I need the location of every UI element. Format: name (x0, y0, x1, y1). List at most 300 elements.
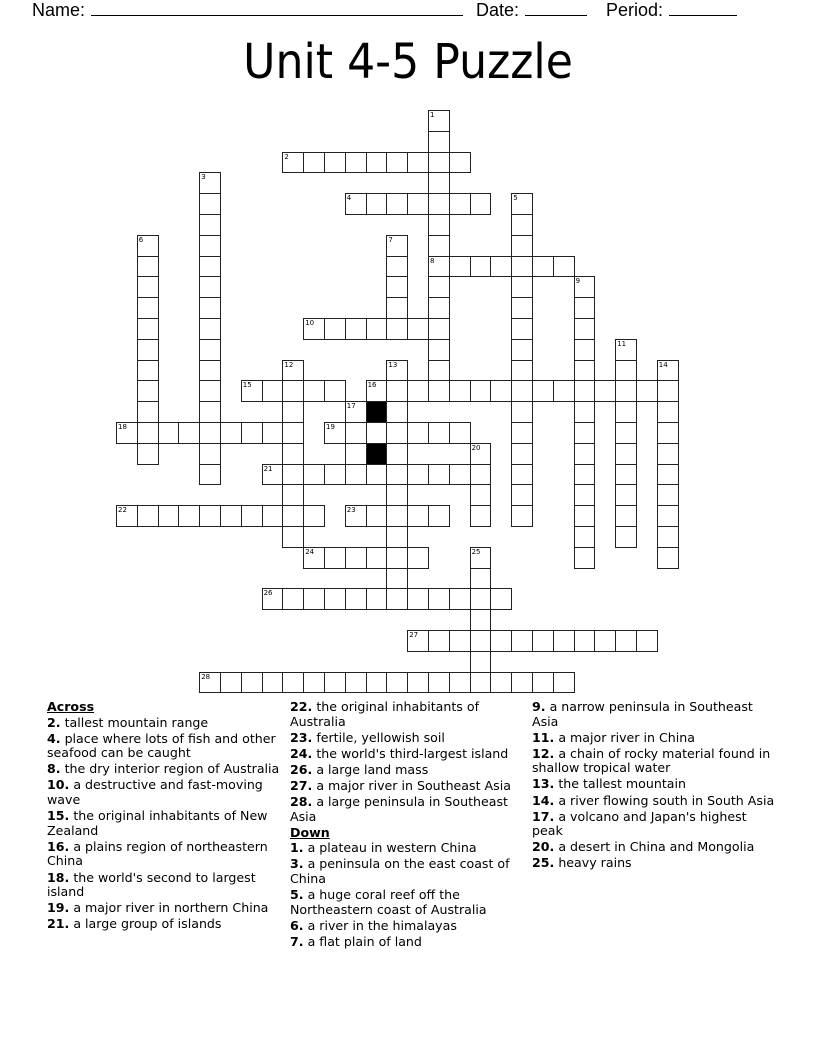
grid-cell[interactable] (428, 380, 450, 402)
grid-cell[interactable] (470, 609, 492, 631)
grid-cell[interactable] (511, 401, 533, 423)
cell-number: 19 (326, 423, 335, 431)
grid-cell[interactable] (366, 464, 388, 486)
grid-cell[interactable] (386, 588, 408, 610)
grid-cell[interactable] (615, 484, 637, 506)
across-clue-28 (290, 795, 535, 824)
clue-text: a major river in China (554, 729, 695, 745)
grid-cell[interactable] (282, 672, 304, 694)
grid-cell[interactable] (428, 297, 450, 319)
grid-cell[interactable] (553, 672, 575, 694)
clue-text: the original inhabitants of Australia (290, 699, 480, 729)
grid-cell[interactable] (636, 380, 658, 402)
clue-number: 12. (532, 745, 555, 761)
grid-cell[interactable] (199, 276, 221, 298)
clue-number: 6. (290, 917, 304, 933)
grid-cell[interactable] (386, 672, 408, 694)
grid-cell[interactable] (428, 172, 450, 194)
clue-number: 2. (47, 714, 61, 730)
grid-cell[interactable] (324, 547, 346, 569)
grid-cell[interactable] (615, 360, 637, 382)
grid-cell[interactable] (262, 672, 284, 694)
period-label: Period: (606, 0, 664, 20)
grid-cell[interactable] (574, 526, 596, 548)
cell-number: 26 (263, 589, 273, 598)
grid-cell[interactable] (615, 630, 637, 652)
grid-cell[interactable] (324, 380, 346, 402)
grid-cell[interactable] (137, 297, 159, 319)
grid-cell[interactable] (532, 256, 554, 278)
grid-cell[interactable] (511, 443, 533, 465)
across-clue-27 (290, 779, 535, 794)
grid-cell[interactable] (574, 443, 596, 465)
grid-cell[interactable] (241, 505, 263, 527)
grid-cell[interactable] (553, 630, 575, 652)
cell-number: 5 (513, 194, 518, 203)
grid-cell[interactable] (511, 380, 533, 402)
grid-cell[interactable] (511, 630, 533, 652)
grid-cell[interactable] (449, 464, 471, 486)
down-clue-14 (532, 794, 777, 809)
clue-number: 15. (47, 808, 70, 824)
grid-cell[interactable] (282, 380, 304, 402)
down-clue-9 (532, 700, 777, 729)
grid-cell[interactable] (366, 422, 388, 444)
grid-cell[interactable] (303, 588, 325, 610)
across-clue-19 (47, 901, 292, 916)
clue-number: 20. (532, 839, 555, 855)
across-clue-10 (47, 778, 292, 807)
grid-cell[interactable] (345, 318, 367, 340)
grid-cell[interactable] (220, 672, 242, 694)
grid-cell[interactable] (615, 505, 637, 527)
grid-cell[interactable] (282, 484, 304, 506)
grid-cell[interactable] (428, 422, 450, 444)
clue-number: 14. (532, 792, 555, 808)
grid-cell[interactable] (366, 547, 388, 569)
grid-cell[interactable] (511, 276, 533, 298)
grid-cell[interactable] (386, 464, 408, 486)
grid-cell[interactable] (470, 505, 492, 527)
grid-cell[interactable] (324, 464, 346, 486)
grid-cell[interactable] (449, 422, 471, 444)
grid-cell[interactable] (574, 297, 596, 319)
grid-cell[interactable] (386, 484, 408, 506)
grid-cell[interactable] (199, 318, 221, 340)
clue-number: 11. (532, 729, 555, 745)
grid-cell[interactable] (449, 380, 471, 402)
grid-cell[interactable] (178, 422, 200, 444)
clue-number: 22. (290, 699, 313, 714)
grid-cell[interactable] (428, 214, 450, 236)
grid-cell[interactable] (199, 256, 221, 278)
grid-cell[interactable] (511, 505, 533, 527)
grid-cell[interactable] (470, 464, 492, 486)
grid-cell[interactable] (199, 380, 221, 402)
grid-cell[interactable] (137, 380, 159, 402)
grid-cell[interactable] (449, 193, 471, 215)
grid-cell[interactable] (511, 214, 533, 236)
grid-cell[interactable] (657, 484, 679, 506)
grid-cell[interactable] (511, 672, 533, 694)
grid-cell[interactable] (490, 256, 512, 278)
grid-cell[interactable] (282, 505, 304, 527)
grid-cell[interactable] (407, 380, 429, 402)
cell-number: 12 (284, 360, 294, 369)
clue-number: 5. (290, 887, 304, 903)
grid-cell[interactable] (449, 672, 471, 694)
grid-cell[interactable] (574, 422, 596, 444)
grid-cell[interactable] (158, 422, 180, 444)
grid-cell[interactable] (386, 297, 408, 319)
clue-text: a major river in northern China (69, 900, 269, 916)
grid-cell[interactable] (511, 360, 533, 382)
black-cell (366, 443, 388, 465)
grid-cell[interactable] (428, 505, 450, 527)
grid-cell[interactable] (407, 547, 429, 569)
cell-number: 4 (346, 194, 352, 203)
cell-number: 7 (388, 235, 393, 244)
grid-cell[interactable] (386, 380, 408, 402)
down-clue-11 (532, 731, 777, 746)
grid-cell[interactable] (532, 630, 554, 652)
down-clue-1 (290, 841, 535, 856)
clue-number: 27. (290, 777, 313, 793)
grid-cell[interactable] (137, 422, 159, 444)
clue-text: a destructive and fast-moving wave (47, 777, 263, 808)
grid-cell[interactable] (511, 339, 533, 361)
grid-cell[interactable] (511, 318, 533, 340)
grid-cell[interactable] (345, 422, 367, 444)
grid-cell[interactable] (303, 152, 325, 174)
grid-cell[interactable] (428, 318, 450, 340)
grid-cell[interactable] (324, 588, 346, 610)
grid-cell[interactable] (428, 630, 450, 652)
grid-cell[interactable] (407, 588, 429, 610)
grid-cell[interactable] (137, 401, 159, 423)
down-clue-13 (532, 777, 777, 792)
clue-number: 8. (47, 761, 61, 777)
grid-cell[interactable] (241, 672, 263, 694)
grid-cell[interactable] (553, 256, 575, 278)
grid-cell[interactable] (470, 256, 492, 278)
grid-cell[interactable] (137, 318, 159, 340)
across-clue-24 (290, 747, 535, 762)
grid-cell[interactable] (449, 588, 471, 610)
grid-cell[interactable] (386, 547, 408, 569)
grid-cell[interactable] (262, 380, 284, 402)
grid-cell[interactable] (657, 380, 679, 402)
grid-cell[interactable] (345, 672, 367, 694)
grid-cell[interactable] (511, 235, 533, 257)
grid-cell[interactable] (407, 672, 429, 694)
grid-cell[interactable] (199, 464, 221, 486)
cell-number: 22 (118, 506, 127, 515)
grid-cell[interactable] (220, 505, 242, 527)
grid-cell[interactable] (636, 630, 658, 652)
grid-cell[interactable] (282, 401, 304, 423)
grid-cell[interactable] (470, 630, 492, 652)
grid-cell[interactable] (282, 588, 304, 610)
cell-number: 25 (471, 547, 481, 556)
down-clue-17 (532, 810, 777, 839)
down-clue-3 (290, 857, 535, 886)
grid-cell[interactable] (428, 339, 450, 361)
grid-cell[interactable] (428, 464, 450, 486)
grid-cell[interactable] (282, 464, 304, 486)
grid-cell[interactable] (574, 339, 596, 361)
across-clue-2 (47, 716, 292, 731)
down-clue-7 (290, 935, 535, 950)
grid-cell[interactable] (428, 276, 450, 298)
grid-cell[interactable] (386, 568, 408, 590)
cell-number: 10 (305, 319, 315, 327)
grid-cell[interactable] (657, 464, 679, 486)
grid-cell[interactable] (366, 193, 388, 215)
cell-number: 3 (201, 173, 206, 182)
grid-cell[interactable] (199, 235, 221, 257)
cell-number: 11 (617, 339, 627, 348)
grid-cell[interactable] (324, 318, 346, 340)
grid-cell[interactable] (303, 464, 325, 486)
cell-number: 24 (305, 547, 315, 556)
grid-cell[interactable] (366, 152, 388, 174)
across-clue-21 (47, 917, 292, 932)
grid-cell[interactable] (324, 152, 346, 174)
grid-cell[interactable] (615, 380, 637, 402)
grid-cell[interactable] (490, 588, 512, 610)
clue-number: 3. (290, 856, 304, 872)
grid-cell[interactable] (366, 505, 388, 527)
grid-cell[interactable] (449, 256, 471, 278)
grid-cell[interactable] (574, 630, 596, 652)
grid-cell[interactable] (386, 318, 408, 340)
grid-cell[interactable] (386, 401, 408, 423)
grid-cell[interactable] (594, 630, 616, 652)
grid-cell[interactable] (137, 276, 159, 298)
grid-cell[interactable] (574, 318, 596, 340)
grid-cell[interactable] (345, 588, 367, 610)
grid-cell[interactable] (366, 672, 388, 694)
clue-text: fertile, yellowish soil (312, 729, 445, 745)
grid-cell[interactable] (511, 484, 533, 506)
grid-cell[interactable] (532, 672, 554, 694)
grid-cell[interactable] (657, 443, 679, 465)
cell-number: 1 (430, 111, 435, 119)
grid-cell[interactable] (657, 422, 679, 444)
grid-cell[interactable] (386, 152, 408, 174)
clue-text: a flat plain of land (303, 933, 422, 949)
grid-cell[interactable] (490, 380, 512, 402)
grid-cell[interactable] (615, 464, 637, 486)
clue-text: the tallest mountain (554, 776, 686, 792)
grid-cell[interactable] (574, 547, 596, 569)
grid-cell[interactable] (490, 672, 512, 694)
grid-cell[interactable] (470, 568, 492, 590)
grid-cell[interactable] (407, 464, 429, 486)
grid-cell[interactable] (220, 422, 242, 444)
clue-text: a peninsula on the east coast of China (290, 856, 510, 887)
clue-number: 1. (290, 840, 304, 856)
grid-cell[interactable] (158, 505, 180, 527)
grid-cell[interactable] (657, 547, 679, 569)
clue-number: 26. (290, 761, 313, 777)
grid-cell[interactable] (303, 380, 325, 402)
cell-number: 9 (575, 277, 581, 286)
clue-text: a river flowing south in South Asia (554, 792, 775, 808)
grid-cell[interactable] (386, 276, 408, 298)
grid-cell[interactable] (657, 505, 679, 527)
grid-cell[interactable] (470, 588, 492, 610)
clue-text: the world's third-largest island (312, 745, 509, 761)
grid-cell[interactable] (511, 464, 533, 486)
clue-number: 25. (532, 855, 555, 871)
clue-text: the world's second to largest island (47, 869, 256, 900)
grid-cell[interactable] (511, 297, 533, 319)
grid-cell[interactable] (574, 505, 596, 527)
grid-cell[interactable] (262, 505, 284, 527)
clue-text: the dry interior region of Australia (60, 761, 280, 777)
grid-cell[interactable] (407, 152, 429, 174)
grid-cell[interactable] (657, 401, 679, 423)
grid-cell[interactable] (615, 422, 637, 444)
grid-cell[interactable] (137, 360, 159, 382)
grid-cell[interactable] (137, 443, 159, 465)
clue-text: a river in the himalayas (303, 917, 457, 933)
clue-number: 19. (47, 900, 70, 916)
grid-cell[interactable] (574, 401, 596, 423)
grid-cell[interactable] (470, 193, 492, 215)
grid-cell[interactable] (386, 505, 408, 527)
grid-cell[interactable] (407, 318, 429, 340)
clue-number: 13. (532, 776, 555, 792)
grid-cell[interactable] (262, 422, 284, 444)
grid-cell[interactable] (199, 297, 221, 319)
grid-cell[interactable] (199, 505, 221, 527)
grid-cell[interactable] (324, 672, 346, 694)
cell-number: 28 (201, 672, 211, 681)
clues-column-1 (47, 700, 292, 933)
clue-number: 4. (47, 730, 61, 746)
grid-cell[interactable] (386, 193, 408, 215)
grid-cell[interactable] (345, 443, 367, 465)
grid-cell[interactable] (199, 422, 221, 444)
cell-number: 23 (346, 506, 356, 515)
grid-cell[interactable] (428, 152, 450, 174)
cell-number: 16 (367, 381, 377, 390)
cell-number: 6 (138, 235, 144, 244)
clue-text: place where lots of fish and other seafood can be caught (47, 730, 276, 761)
grid-cell[interactable] (574, 380, 596, 402)
grid-cell[interactable] (574, 484, 596, 506)
grid-cell[interactable] (449, 152, 471, 174)
grid-cell[interactable] (199, 401, 221, 423)
across-clue-15 (47, 809, 292, 838)
clue-number: 21. (47, 916, 70, 932)
clue-text: a large land mass (312, 761, 429, 777)
cell-number: 18 (118, 423, 127, 431)
clue-text: tallest mountain range (60, 714, 209, 730)
grid-cell[interactable] (428, 588, 450, 610)
grid-cell[interactable] (137, 339, 159, 361)
clue-text: a huge coral reef off the Northeastern coast of Australia (290, 887, 487, 917)
across-clue-26 (290, 763, 535, 778)
grid-cell[interactable] (428, 672, 450, 694)
grid-cell[interactable] (428, 193, 450, 215)
grid-cell[interactable] (490, 630, 512, 652)
grid-cell[interactable] (470, 484, 492, 506)
clues-column-3 (532, 700, 777, 873)
grid-cell[interactable] (241, 422, 263, 444)
grid-cell[interactable] (282, 443, 304, 465)
grid-cell[interactable] (615, 443, 637, 465)
grid-cell[interactable] (366, 318, 388, 340)
grid-cell[interactable] (199, 214, 221, 236)
grid-cell[interactable] (574, 464, 596, 486)
grid-cell[interactable] (407, 422, 429, 444)
grid-cell[interactable] (470, 651, 492, 673)
grid-cell[interactable] (137, 505, 159, 527)
grid-cell[interactable] (594, 380, 616, 402)
clues-column-2 (290, 700, 535, 951)
grid-cell[interactable] (615, 401, 637, 423)
grid-cell[interactable] (199, 339, 221, 361)
grid-cell[interactable] (470, 672, 492, 694)
cell-number: 13 (388, 360, 398, 369)
grid-cell[interactable] (345, 152, 367, 174)
grid-cell[interactable] (407, 505, 429, 527)
grid-cell[interactable] (449, 630, 471, 652)
grid-cell[interactable] (199, 360, 221, 382)
grid-cell[interactable] (470, 380, 492, 402)
cell-number: 27 (409, 631, 419, 639)
grid-cell[interactable] (303, 672, 325, 694)
grid-cell[interactable] (657, 526, 679, 548)
grid-cell[interactable] (199, 443, 221, 465)
grid-cell[interactable] (345, 464, 367, 486)
cell-number: 21 (263, 464, 273, 473)
grid-cell[interactable] (574, 360, 596, 382)
grid-cell[interactable] (386, 526, 408, 548)
grid-cell[interactable] (532, 380, 554, 402)
grid-cell[interactable] (137, 256, 159, 278)
grid-cell[interactable] (407, 193, 429, 215)
grid-cell[interactable] (428, 235, 450, 257)
grid-cell[interactable] (553, 380, 575, 402)
across-clue-22 (290, 700, 535, 729)
grid-cell[interactable] (366, 588, 388, 610)
grid-cell[interactable] (178, 505, 200, 527)
grid-cell[interactable] (511, 422, 533, 444)
grid-cell[interactable] (282, 526, 304, 548)
grid-cell[interactable] (386, 256, 408, 278)
grid-cell[interactable] (428, 131, 450, 153)
clue-text: a chain of rocky material found in shallow tropical water (532, 745, 771, 776)
clue-text: a plateau in western China (303, 840, 477, 856)
grid-cell[interactable] (345, 547, 367, 569)
grid-cell[interactable] (386, 422, 408, 444)
grid-cell[interactable] (511, 256, 533, 278)
clue-number: 7. (290, 933, 304, 949)
grid-cell[interactable] (386, 443, 408, 465)
grid-cell[interactable] (428, 360, 450, 382)
clue-text: heavy rains (554, 855, 632, 871)
clue-text: a major river in Southeast Asia (312, 777, 511, 793)
grid-cell[interactable] (615, 526, 637, 548)
grid-cell[interactable] (282, 422, 304, 444)
grid-cell[interactable] (199, 193, 221, 215)
grid-cell[interactable] (303, 505, 325, 527)
